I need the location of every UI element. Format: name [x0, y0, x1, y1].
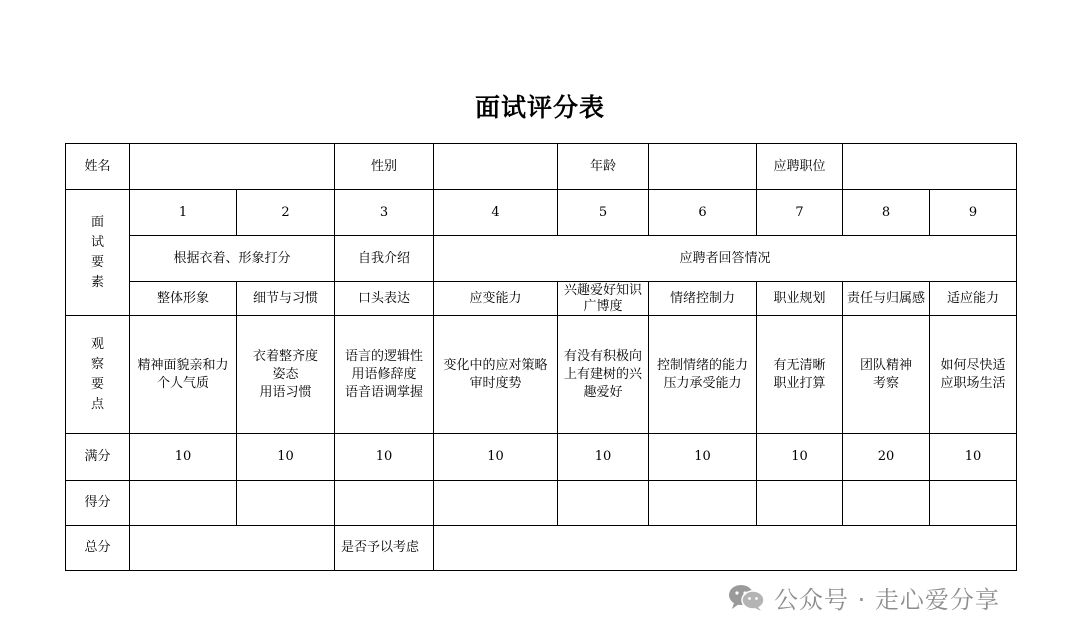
gender-label: 性别 [335, 144, 434, 190]
element-number: 8 [843, 190, 930, 236]
point-line: 职业打算 [773, 375, 826, 391]
point-line: 个人气质 [156, 375, 209, 391]
full-score-value: 10 [237, 434, 335, 481]
interview-score-table [65, 143, 1017, 571]
item-name: 责任与归属感 [843, 282, 930, 316]
point-cell [237, 316, 335, 434]
point-line: 用语修辞度 [351, 366, 417, 382]
item-row [66, 282, 1017, 316]
points-label-cell [66, 316, 130, 434]
point-line: 审时度势 [469, 375, 522, 391]
age-value-cell[interactable] [649, 144, 757, 190]
item-name: 适应能力 [930, 282, 1017, 316]
item-name: 职业规划 [757, 282, 843, 316]
item-name: 整体形象 [130, 282, 237, 316]
score-label: 得分 [66, 481, 130, 526]
group-answers: 应聘者回答情况 [434, 236, 1017, 282]
name-value-cell[interactable] [130, 144, 335, 190]
consider-value-cell[interactable] [434, 526, 1017, 571]
item-name: 细节与习惯 [237, 282, 335, 316]
point-line: 精神面貌亲和力 [137, 357, 229, 373]
full-score-value: 10 [130, 434, 237, 481]
full-score-value: 20 [843, 434, 930, 481]
full-score-value: 10 [434, 434, 558, 481]
point-line: 控制情绪的能力 [656, 357, 748, 373]
point-cell [130, 316, 237, 434]
item-name: 情绪控制力 [649, 282, 757, 316]
item-name: 应变能力 [434, 282, 558, 316]
full-score-value: 10 [558, 434, 649, 481]
point-cell [434, 316, 558, 434]
element-number: 5 [558, 190, 649, 236]
point-line: 有无清晰 [773, 357, 826, 373]
element-number: 7 [757, 190, 843, 236]
total-label: 总分 [66, 526, 130, 571]
score-input-cell[interactable] [130, 481, 237, 526]
point-line: 变化中的应对策略 [443, 357, 548, 373]
point-line: 衣着整齐度 [252, 348, 318, 364]
point-line: 考察 [872, 375, 899, 391]
page-title: 面试评分表 [474, 93, 605, 122]
total-row [66, 526, 1017, 571]
full-score-value: 10 [930, 434, 1017, 481]
score-row [66, 481, 1017, 526]
score-input-cell[interactable] [434, 481, 558, 526]
point-cell [843, 316, 930, 434]
point-line: 语言的逻辑性 [344, 348, 423, 364]
score-input-cell[interactable] [843, 481, 930, 526]
point-line: 应职场生活 [940, 375, 1006, 391]
element-number: 4 [434, 190, 558, 236]
point-cell [930, 316, 1017, 434]
name-label: 姓名 [66, 144, 130, 190]
element-number: 3 [335, 190, 434, 236]
point-line: 姿态 [272, 366, 299, 382]
full-score-value: 10 [757, 434, 843, 481]
group-appearance: 根据衣着、形象打分 [130, 236, 335, 282]
element-number: 1 [130, 190, 237, 236]
point-cell [757, 316, 843, 434]
score-input-cell[interactable] [930, 481, 1017, 526]
score-input-cell[interactable] [757, 481, 843, 526]
basic-info-row [66, 144, 1017, 190]
score-input-cell[interactable] [237, 481, 335, 526]
element-number: 6 [649, 190, 757, 236]
point-line: 压力承受能力 [663, 375, 742, 391]
points-label: 观察要点 [90, 336, 104, 412]
full-score-row [66, 434, 1017, 481]
item-name: 口头表达 [335, 282, 434, 316]
point-line: 有没有积极向上有建树的兴趣爱好 [563, 348, 642, 400]
number-row [66, 190, 1017, 236]
point-line: 语音语调掌握 [344, 384, 423, 400]
watermark-text: 公众号 · 走心爱分享 [774, 585, 1000, 614]
points-row [66, 316, 1017, 434]
full-score-value: 10 [649, 434, 757, 481]
point-cell [558, 316, 649, 434]
age-label: 年龄 [558, 144, 649, 190]
point-line: 用语习惯 [259, 384, 312, 400]
score-input-cell[interactable] [558, 481, 649, 526]
wechat-icon [726, 582, 766, 612]
score-input-cell[interactable] [335, 481, 434, 526]
element-number: 2 [237, 190, 335, 236]
elements-label-cell [66, 190, 130, 316]
score-input-cell[interactable] [649, 481, 757, 526]
total-value-cell[interactable] [130, 526, 335, 571]
point-line: 团队精神 [859, 357, 912, 373]
elements-label: 面试要素 [90, 214, 104, 290]
item-name: 兴趣爱好知识广博度 [558, 282, 649, 316]
position-label: 应聘职位 [757, 144, 843, 190]
full-score-value: 10 [335, 434, 434, 481]
group-intro: 自我介绍 [335, 236, 434, 282]
point-cell [649, 316, 757, 434]
full-score-label: 满分 [66, 434, 130, 481]
point-line: 如何尽快适 [940, 357, 1006, 373]
gender-value-cell[interactable] [434, 144, 558, 190]
element-number: 9 [930, 190, 1017, 236]
group-row [66, 236, 1017, 282]
consider-label: 是否予以考虑 [335, 526, 434, 571]
position-value-cell[interactable] [843, 144, 1017, 190]
watermark [726, 580, 1000, 614]
point-cell [335, 316, 434, 434]
